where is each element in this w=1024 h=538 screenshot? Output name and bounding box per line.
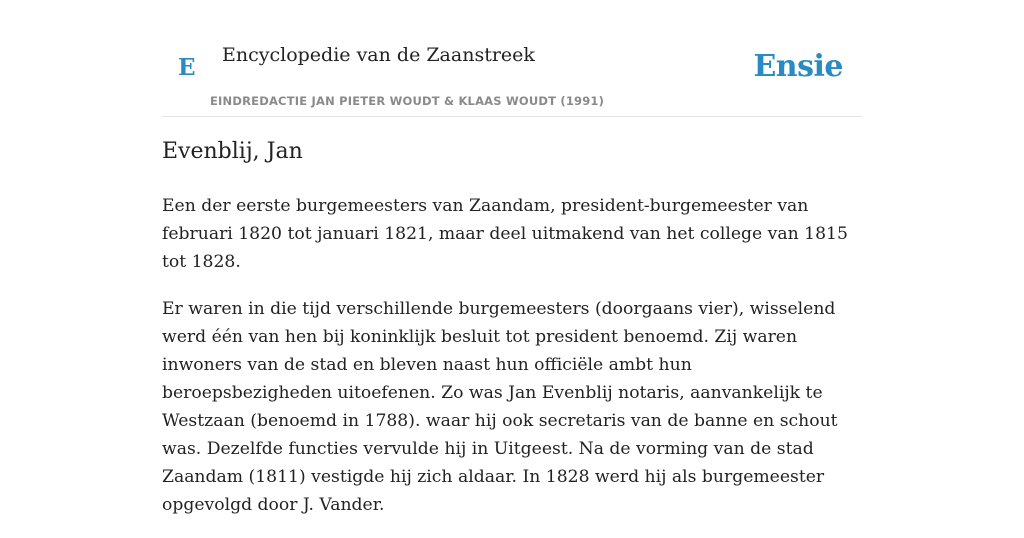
book-title-link[interactable]: Encyclopedie van de Zaanstreek xyxy=(222,44,535,66)
book-logo-icon[interactable]: E xyxy=(178,54,196,81)
page xyxy=(162,0,862,515)
entry-paragraph: Er waren in die tijd verschillende burgemeesters (doorgaans vier), wisselend werd één van hen bij koninklijk besluit tot president benoemd. Zij waren inwoners van de stad en bleven naast hun officiële ambt hun beroepsbezigheden uitoefenen. Zo was Jan Evenblij notaris, aanvankelijk te Westzaan (benoemd in 1788). waar hij ook secretaris van de banne en schout was. Dezelfde functies vervulde hij in Uitgeest. Na de vorming van de stad Zaandam (1811) vestigde hij zich aldaar. In 1828 werd hij als burgemeester opgevolgd door J. Vander. xyxy=(162,299,838,515)
entry-paragraph: Een der eerste burgemeesters van Zaandam, president-burgemeester van februari 1820 tot januari 1821, maar deel uitmakend van het college van 1815 tot 1828. xyxy=(162,196,848,272)
entry-title: Evenblij, Jan xyxy=(162,139,303,164)
ensie-logo-link[interactable]: Ensie xyxy=(753,49,843,84)
entry-body xyxy=(162,192,862,538)
header xyxy=(162,0,862,117)
editors-subtitle: EINDREDACTIE JAN PIETER WOUDT & KLAAS WOUDT (1991) xyxy=(210,94,605,108)
